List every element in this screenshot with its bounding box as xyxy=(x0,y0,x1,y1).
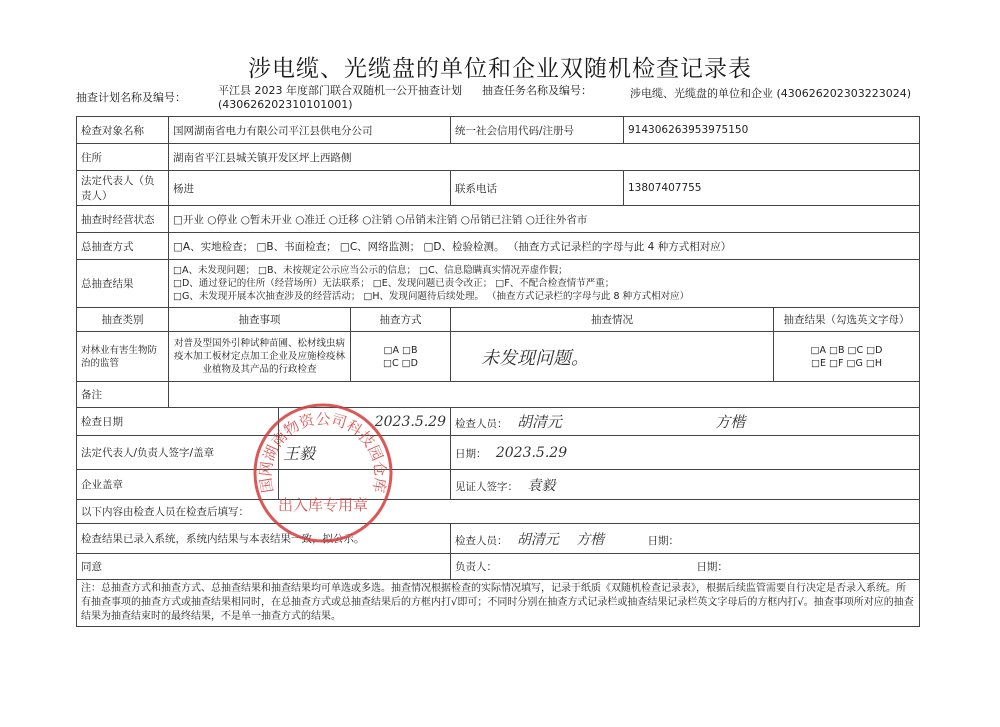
overall-method-options: □A、实地检查； □B、书面检查； □C、网络监测； □D、检验检测。 （抽查方式记录栏的字母与此 4 种方式相对应） xyxy=(169,233,920,260)
task-value: 涉电缆、光缆盘的单位和企业 (430626202303223024) xyxy=(630,87,912,100)
footnote: 注：总抽查方式和抽查方式、总抽查结果和抽查结果均可单选或多选。抽查情况根据检查的实际情况填写，记录于纸质《双随机检查记录表》，根据后续监管需要自行决定是否录入系统。所有抽查事项的抽查方式或抽查结果相同时，在总抽查方式或总抽查结果后的方框内打√即可；不同时分别在抽查方式记录栏或抽查结果记录栏英文字母后的方框内打√。抽查事项所对应的抽查结果为抽查结束时的最终结果，不是单一抽查方式的结果。 xyxy=(77,580,920,627)
witness-label: 见证人签字： xyxy=(455,480,518,493)
outcome-header: 抽查结果（勾选英文字母） xyxy=(774,308,920,332)
legal-sign-label: 法定代表人/负责人签字/盖章 xyxy=(77,436,279,470)
company-seal-value xyxy=(279,470,451,500)
overall-result-line3: □G、未发现开展本次抽查涉及的经营活动； □H、发现问题待后续处理。 （抽查方式记录栏的字母与此 8 种方式相对应） xyxy=(173,291,690,302)
inspector-label: 检查人员： xyxy=(455,418,508,430)
task-label: 抽查任务名称及编号： xyxy=(482,84,592,97)
after-inspection-label: 以下内容由检查人员在检查后填写： xyxy=(77,500,920,524)
witness-signature: 袁毅 xyxy=(527,477,556,494)
entered-system-label: 检查结果已录入系统，系统内结果与本表结果一致，拟公示。 xyxy=(77,524,451,554)
outcome-options xyxy=(774,332,920,382)
legal-rep-value: 杨进 xyxy=(169,171,451,206)
remark-value xyxy=(169,382,920,408)
outcome-options-line1: □A □B □C □D xyxy=(810,344,883,356)
page-title: 涉电缆、光缆盘的单位和企业双随机检查记录表 xyxy=(248,56,752,82)
stamp-bottom-text: 出入库专用章 xyxy=(277,496,369,514)
inspector-signature-2: 方楷 xyxy=(715,413,746,431)
plan-value-line2: (430626202310101001) xyxy=(218,98,353,111)
sign-date-value: 2023.5.29 xyxy=(495,444,568,461)
entered-inspector-signature: 胡清元 xyxy=(516,531,559,548)
overall-result-label: 总抽查结果 xyxy=(77,260,169,308)
witness-cell xyxy=(451,470,920,500)
overall-result-options xyxy=(169,260,920,308)
inspector-cell xyxy=(451,408,920,436)
remark-label: 备注 xyxy=(77,382,169,408)
inspection-date-value: 2023.5.29 xyxy=(279,408,451,436)
category-value: 对林业有害生物防治的监管 xyxy=(77,332,169,382)
method-options xyxy=(351,332,451,382)
business-status-label: 抽查时经营状态 xyxy=(77,206,169,233)
overall-result-line2: □D、通过登记的住所（经营场所）无法联系； □E、发现问题已责令改正； □F、不配合检查情节严重； xyxy=(173,278,615,289)
overall-method-label: 总抽查方式 xyxy=(77,233,169,260)
plan-value xyxy=(218,84,480,112)
address-value: 湖南省平江县城关镇开发区坪上西路侧 xyxy=(169,144,920,171)
phone-label: 联系电话 xyxy=(451,171,624,206)
phone-value: 13807407755 xyxy=(624,171,920,206)
plan-label: 抽查计划名称及编号： xyxy=(76,91,186,104)
situation-handwritten: 未发现问题。 xyxy=(451,332,774,382)
legal-rep-label: 法定代表人（负责人） xyxy=(77,171,169,206)
entered-inspector-signature-2: 方楷 xyxy=(576,531,605,548)
entered-inspector-label: 检查人员： xyxy=(455,534,508,547)
method-header: 抽查方式 xyxy=(351,308,451,332)
item-header: 抽查事项 xyxy=(169,308,351,332)
agree-label: 同意 xyxy=(77,554,451,580)
inspector-signature: 胡清元 xyxy=(516,413,562,431)
legal-sign-value: 王毅 xyxy=(279,436,451,470)
category-header: 抽查类别 xyxy=(77,308,169,332)
overall-result-line1: □A、未发现问题； □B、未按规定公示应当公示的信息； □C、信息隐瞒真实情况弄虚作假； xyxy=(173,265,568,276)
outcome-options-line2: □E □F □G □H xyxy=(811,357,882,369)
sign-date-cell xyxy=(451,436,920,470)
inspection-date-label: 检查日期 xyxy=(77,408,279,436)
leader-date-label: 日期： xyxy=(696,561,728,573)
company-seal-label: 企业盖章 xyxy=(77,470,279,500)
stamp-arc-text: 国网湖南物资公司科技园仓库 xyxy=(256,409,390,495)
sign-date-label: 日期： xyxy=(455,447,487,460)
situation-header: 抽查情况 xyxy=(451,308,774,332)
object-name-label: 检查对象名称 xyxy=(77,117,169,144)
inspection-form-table xyxy=(76,116,920,627)
leader-cell xyxy=(451,554,920,580)
credit-code-value: 914306263953975150 xyxy=(624,117,920,144)
leader-label: 负责人： xyxy=(455,561,497,573)
entered-date-label: 日期： xyxy=(647,534,680,547)
credit-code-label: 统一社会信用代码/注册号 xyxy=(451,117,624,144)
business-status-options: □开业 ○停业 ○暂未开业 ○准迁 ○迁移 ○注销 ○吊销未注销 ○吊销已注销 ○迁往外省市 xyxy=(169,206,920,233)
method-options-line2: □C □D xyxy=(383,357,418,369)
plan-value-line1: 平江县 2023 年度部门联合双随机一公开抽查计划 xyxy=(218,84,462,97)
method-options-line1: □A □B xyxy=(383,344,418,356)
address-label: 住所 xyxy=(77,144,169,171)
item-value: 对普及型国外引种试种苗圃、松材线虫病疫木加工板材定点加工企业及应施检疫林业植物及其产品的行政检查 xyxy=(169,332,351,382)
entered-inspector-cell xyxy=(451,524,920,554)
object-name-value: 国网湖南省电力有限公司平江县供电分公司 xyxy=(169,117,451,144)
